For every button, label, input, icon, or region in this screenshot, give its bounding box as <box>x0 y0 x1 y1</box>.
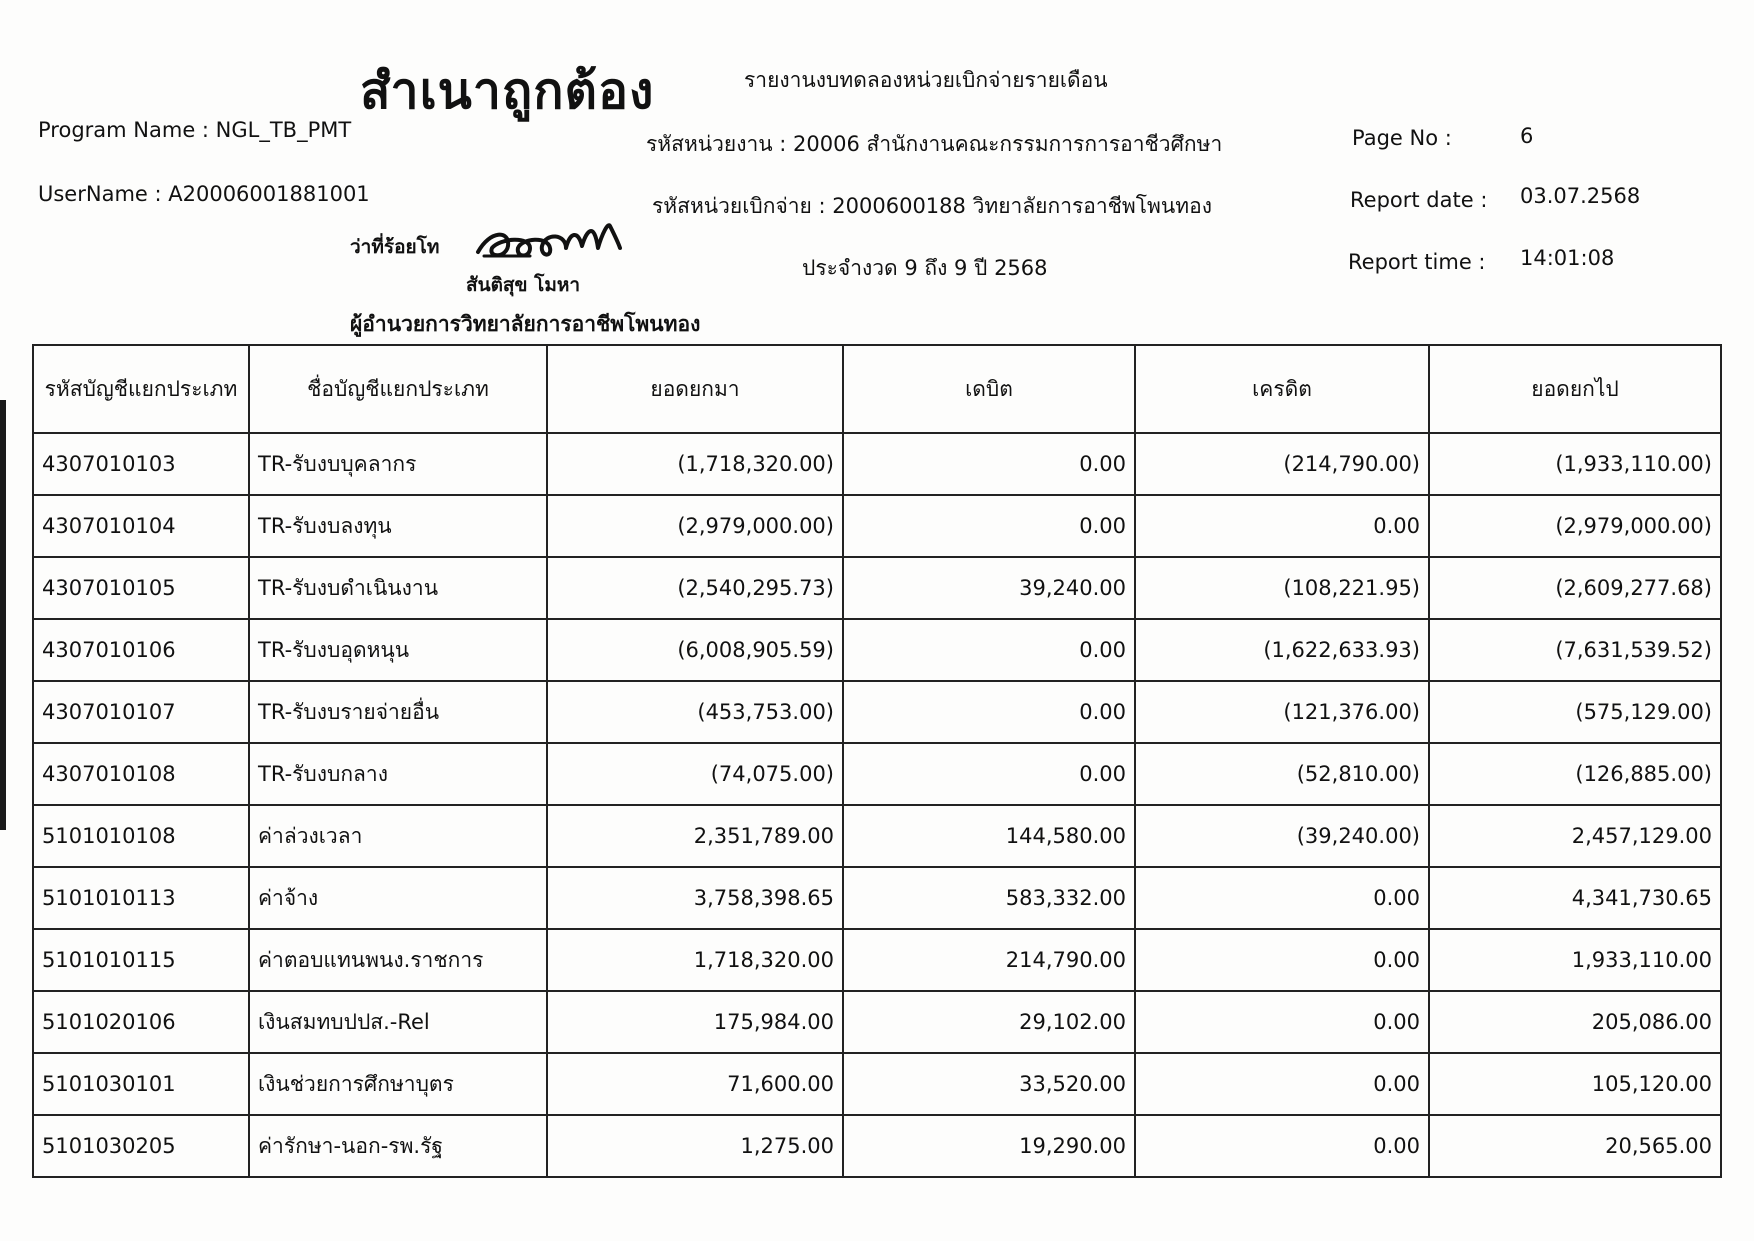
table-row <box>33 433 1721 495</box>
cell-account-name: เงินช่วยการศึกษาบุตร <box>249 1053 547 1115</box>
cell-opening-balance: 1,275.00 <box>547 1115 843 1177</box>
cell-credit: (108,221.95) <box>1135 557 1429 619</box>
table-row <box>33 743 1721 805</box>
cell-credit: 0.00 <box>1135 929 1429 991</box>
table-row <box>33 1115 1721 1177</box>
cell-opening-balance: (2,979,000.00) <box>547 495 843 557</box>
cell-account-name: ค่ารักษา-นอก-รพ.รัฐ <box>249 1115 547 1177</box>
cell-account-code: 4307010107 <box>33 681 249 743</box>
cell-credit: (214,790.00) <box>1135 433 1429 495</box>
table-row <box>33 681 1721 743</box>
cell-closing-balance: 2,457,129.00 <box>1429 805 1721 867</box>
table-row <box>33 495 1721 557</box>
cell-account-code: 4307010106 <box>33 619 249 681</box>
table-header-row <box>33 345 1721 433</box>
cell-closing-balance: 1,933,110.00 <box>1429 929 1721 991</box>
table-row <box>33 619 1721 681</box>
handwritten-signature <box>470 212 640 272</box>
cell-account-name: ค่าล่วงเวลา <box>249 805 547 867</box>
report-date-value: 03.07.2568 <box>1520 184 1641 208</box>
user-name: UserName : A20006001881001 <box>38 182 370 206</box>
table-row <box>33 929 1721 991</box>
cell-account-code: 5101010115 <box>33 929 249 991</box>
trial-balance-table <box>32 344 1722 1178</box>
period-line: ประจำงวด 9 ถึง 9 ปี 2568 <box>802 256 1048 280</box>
report-time-label: Report time : <box>1348 250 1486 274</box>
cell-debit: 29,102.00 <box>843 991 1135 1053</box>
cell-closing-balance: (1,933,110.00) <box>1429 433 1721 495</box>
cell-credit: 0.00 <box>1135 991 1429 1053</box>
cell-account-name: TR-รับงบอุดหนุน <box>249 619 547 681</box>
cell-debit: 33,520.00 <box>843 1053 1135 1115</box>
cell-account-code: 4307010103 <box>33 433 249 495</box>
table-row <box>33 867 1721 929</box>
cell-credit: 0.00 <box>1135 867 1429 929</box>
cell-account-name: ค่าจ้าง <box>249 867 547 929</box>
cell-debit: 19,290.00 <box>843 1115 1135 1177</box>
cell-account-code: 5101030205 <box>33 1115 249 1177</box>
cell-account-name: TR-รับงบลงทุน <box>249 495 547 557</box>
cell-opening-balance: (74,075.00) <box>547 743 843 805</box>
cell-opening-balance: (1,718,320.00) <box>547 433 843 495</box>
report-title: รายงานงบทดลองหน่วยเบิกจ่ายรายเดือน <box>744 68 1108 92</box>
cell-debit: 0.00 <box>843 743 1135 805</box>
cell-account-code: 5101010113 <box>33 867 249 929</box>
cell-credit: (39,240.00) <box>1135 805 1429 867</box>
cell-opening-balance: 2,351,789.00 <box>547 805 843 867</box>
cell-account-code: 4307010105 <box>33 557 249 619</box>
cell-account-name: ค่าตอบแทนพนง.ราชการ <box>249 929 547 991</box>
table-row <box>33 991 1721 1053</box>
cell-account-name: TR-รับงบบุคลากร <box>249 433 547 495</box>
signer-name: สันติสุข โมหา <box>466 274 581 296</box>
cell-debit: 0.00 <box>843 433 1135 495</box>
cell-account-name: TR-รับงบดำเนินงาน <box>249 557 547 619</box>
cell-debit: 39,240.00 <box>843 557 1135 619</box>
cell-account-name: เงินสมทบปปส.-Rel <box>249 991 547 1053</box>
signer-position: ผู้อำนวยการวิทยาลัยการอาชีพโพนทอง <box>350 312 701 336</box>
cell-debit: 0.00 <box>843 681 1135 743</box>
cell-account-code: 5101030101 <box>33 1053 249 1115</box>
table-row <box>33 805 1721 867</box>
cell-closing-balance: 105,120.00 <box>1429 1053 1721 1115</box>
col-header-debit: เดบิต <box>843 345 1135 433</box>
cell-closing-balance: (7,631,539.52) <box>1429 619 1721 681</box>
table-row <box>33 557 1721 619</box>
page-no-label: Page No : <box>1352 126 1452 150</box>
report-time-value: 14:01:08 <box>1520 246 1615 270</box>
report-date-label: Report date : <box>1350 188 1488 212</box>
cell-opening-balance: (2,540,295.73) <box>547 557 843 619</box>
col-header-account-name: ชื่อบัญชีแยกประเภท <box>249 345 547 433</box>
cell-account-name: TR-รับงบรายจ่ายอื่น <box>249 681 547 743</box>
program-name: Program Name : NGL_TB_PMT <box>38 118 352 142</box>
col-header-closing-balance: ยอดยกไป <box>1429 345 1721 433</box>
scan-edge <box>0 400 6 830</box>
cell-account-code: 5101010108 <box>33 805 249 867</box>
agency-line: รหัสหน่วยงาน : 20006 สำนักงานคณะกรรมการการอาชีวศึกษา <box>646 132 1223 156</box>
cell-opening-balance: (6,008,905.59) <box>547 619 843 681</box>
cell-opening-balance: 1,718,320.00 <box>547 929 843 991</box>
cell-opening-balance: 175,984.00 <box>547 991 843 1053</box>
cell-credit: 0.00 <box>1135 1053 1429 1115</box>
cell-closing-balance: 20,565.00 <box>1429 1115 1721 1177</box>
cell-account-code: 5101020106 <box>33 991 249 1053</box>
cell-opening-balance: (453,753.00) <box>547 681 843 743</box>
cell-closing-balance: (575,129.00) <box>1429 681 1721 743</box>
cell-debit: 583,332.00 <box>843 867 1135 929</box>
table-row <box>33 1053 1721 1115</box>
cell-account-name: TR-รับงบกลาง <box>249 743 547 805</box>
disbursing-unit-line: รหัสหน่วยเบิกจ่าย : 2000600188 วิทยาลัยการอาชีพโพนทอง <box>652 194 1212 218</box>
signer-rank: ว่าที่ร้อยโท <box>350 236 440 258</box>
cell-debit: 214,790.00 <box>843 929 1135 991</box>
cell-credit: (121,376.00) <box>1135 681 1429 743</box>
cell-credit: (52,810.00) <box>1135 743 1429 805</box>
cell-credit: 0.00 <box>1135 1115 1429 1177</box>
cell-closing-balance: 4,341,730.65 <box>1429 867 1721 929</box>
cell-closing-balance: (2,979,000.00) <box>1429 495 1721 557</box>
cell-credit: (1,622,633.93) <box>1135 619 1429 681</box>
col-header-opening-balance: ยอดยกมา <box>547 345 843 433</box>
cell-closing-balance: 205,086.00 <box>1429 991 1721 1053</box>
cell-account-code: 4307010108 <box>33 743 249 805</box>
cell-closing-balance: (2,609,277.68) <box>1429 557 1721 619</box>
cell-opening-balance: 71,600.00 <box>547 1053 843 1115</box>
col-header-credit: เครดิต <box>1135 345 1429 433</box>
cell-debit: 144,580.00 <box>843 805 1135 867</box>
cell-debit: 0.00 <box>843 619 1135 681</box>
cell-debit: 0.00 <box>843 495 1135 557</box>
cell-closing-balance: (126,885.00) <box>1429 743 1721 805</box>
cell-account-code: 4307010104 <box>33 495 249 557</box>
cell-opening-balance: 3,758,398.65 <box>547 867 843 929</box>
page-no-value: 6 <box>1520 124 1534 148</box>
certified-copy-stamp: สำเนาถูกต้อง <box>360 61 655 120</box>
cell-credit: 0.00 <box>1135 495 1429 557</box>
col-header-account-code: รหัสบัญชีแยกประเภท <box>33 345 249 433</box>
